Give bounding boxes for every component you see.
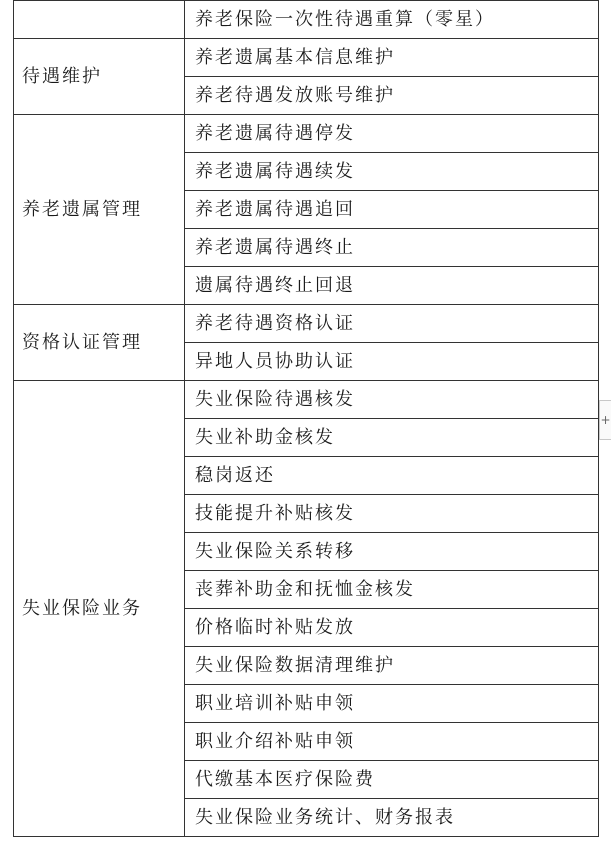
item-cell: 职业培训补贴申领 xyxy=(185,685,599,723)
item-cell: 失业保险数据清理维护 xyxy=(185,647,599,685)
item-cell: 异地人员协助认证 xyxy=(185,343,599,381)
item-cell: 稳岗返还 xyxy=(185,457,599,495)
item-cell: 养老遗属待遇终止 xyxy=(185,229,599,267)
item-cell: 遗属待遇终止回退 xyxy=(185,267,599,305)
item-cell: 职业介绍补贴申领 xyxy=(185,723,599,761)
item-cell: 丧葬补助金和抚恤金核发 xyxy=(185,571,599,609)
category-cell xyxy=(14,1,185,39)
item-cell: 代缴基本医疗保险费 xyxy=(185,761,599,799)
expand-tab[interactable]: + xyxy=(599,400,611,440)
category-cell: 待遇维护 xyxy=(14,39,185,115)
item-cell: 养老保险一次性待遇重算（零星） xyxy=(185,1,599,39)
table-row xyxy=(14,1,599,39)
category-cell: 失业保险业务 xyxy=(14,381,185,837)
item-cell: 养老待遇资格认证 xyxy=(185,305,599,343)
item-cell: 失业保险关系转移 xyxy=(185,533,599,571)
table-row xyxy=(14,39,599,77)
item-cell: 失业保险业务统计、财务报表 xyxy=(185,799,599,837)
table-row xyxy=(14,381,599,419)
category-cell: 资格认证管理 xyxy=(14,305,185,381)
item-cell: 养老遗属待遇追回 xyxy=(185,191,599,229)
item-cell: 养老遗属基本信息维护 xyxy=(185,39,599,77)
item-cell: 养老遗属待遇停发 xyxy=(185,115,599,153)
item-cell: 失业补助金核发 xyxy=(185,419,599,457)
item-cell: 失业保险待遇核发 xyxy=(185,381,599,419)
item-cell: 技能提升补贴核发 xyxy=(185,495,599,533)
category-cell: 养老遗属管理 xyxy=(14,115,185,305)
item-cell: 养老遗属待遇续发 xyxy=(185,153,599,191)
table-body xyxy=(14,1,599,837)
table-row xyxy=(14,115,599,153)
item-cell: 养老待遇发放账号维护 xyxy=(185,77,599,115)
item-cell: 价格临时补贴发放 xyxy=(185,609,599,647)
service-table xyxy=(13,0,599,837)
table-row xyxy=(14,305,599,343)
